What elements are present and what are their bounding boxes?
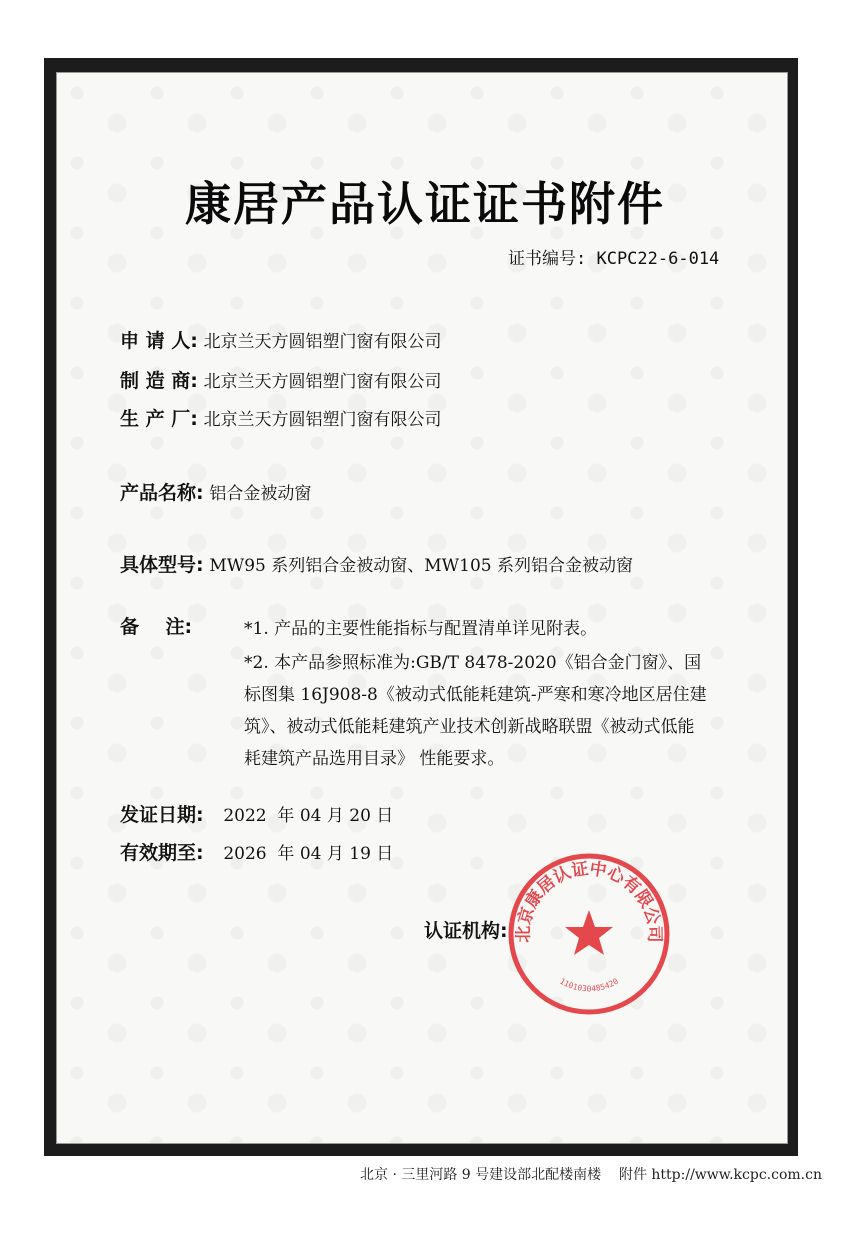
model-value: MW95 系列铝合金被动窗、MW105 系列铝合金被动窗 <box>209 556 633 576</box>
authority-row <box>424 916 508 943</box>
product-name-row <box>120 478 311 505</box>
model-row <box>120 550 633 577</box>
issue-date-row <box>120 800 393 827</box>
manufacturer-label: 制 造 商: <box>120 370 198 392</box>
manufacturer-row <box>120 366 442 393</box>
applicant-label: 申 请 人: <box>120 330 198 352</box>
remark-note-2-line: 筑》、被动式低能耗建筑产业技术创新战略联盟《被动式低能 <box>244 717 695 737</box>
remarks-row <box>120 612 192 639</box>
expiry-date-value: 2026 年 04 月 19 日 <box>223 844 394 864</box>
issue-date-value: 2022 年 04 月 20 日 <box>223 806 394 826</box>
footer-address: 北京 · 三里河路 9 号建设部北配楼南楼 附件 http://www.kcpc.com.cn <box>360 1167 822 1183</box>
remarks-label: 备 注: <box>120 616 193 638</box>
remark-note-1: *1. 产品的主要性能指标与配置清单详见附表。 <box>244 619 598 639</box>
product-name-label: 产品名称: <box>120 482 204 504</box>
svg-text:1101030485420 <box>558 977 620 994</box>
factory-row <box>120 404 442 431</box>
applicant-row <box>120 326 442 353</box>
manufacturer-value: 北京兰天方圆铝塑门窗有限公司 <box>203 372 442 392</box>
star-icon <box>565 910 613 955</box>
issue-date-label: 发证日期: <box>120 804 204 826</box>
certificate-number: 证书编号: KCPC22-6-014 <box>508 249 720 269</box>
authority-label: 认证机构: <box>424 920 508 942</box>
expiry-date-label: 有效期至: <box>120 842 204 864</box>
remark-note-2-line: 耗建筑产品选用目录》 性能要求。 <box>244 749 505 769</box>
remark-note-2-line: 标图集 16J908-8《被动式低能耗建筑-严寒和寒冷地区居住建 <box>244 685 707 705</box>
factory-label: 生 产 厂: <box>120 408 198 430</box>
applicant-value: 北京兰天方圆铝塑门窗有限公司 <box>203 332 442 352</box>
factory-value: 北京兰天方圆铝塑门窗有限公司 <box>203 410 442 430</box>
seal-name: 北京康居认证中心有限公司 <box>513 859 665 943</box>
seal-number: 1101030485420 <box>558 976 620 994</box>
expiry-date-row <box>120 838 393 865</box>
product-name-value: 铝合金被动窗 <box>209 484 312 504</box>
remark-note-2-line: *2. 本产品参照标准为:GB/T 8478-2020《铝合金门窗》、国 <box>244 653 702 673</box>
official-seal-stamp <box>505 850 673 1018</box>
page-title: 康居产品认证证书附件 <box>185 177 665 231</box>
model-label: 具体型号: <box>120 554 204 576</box>
